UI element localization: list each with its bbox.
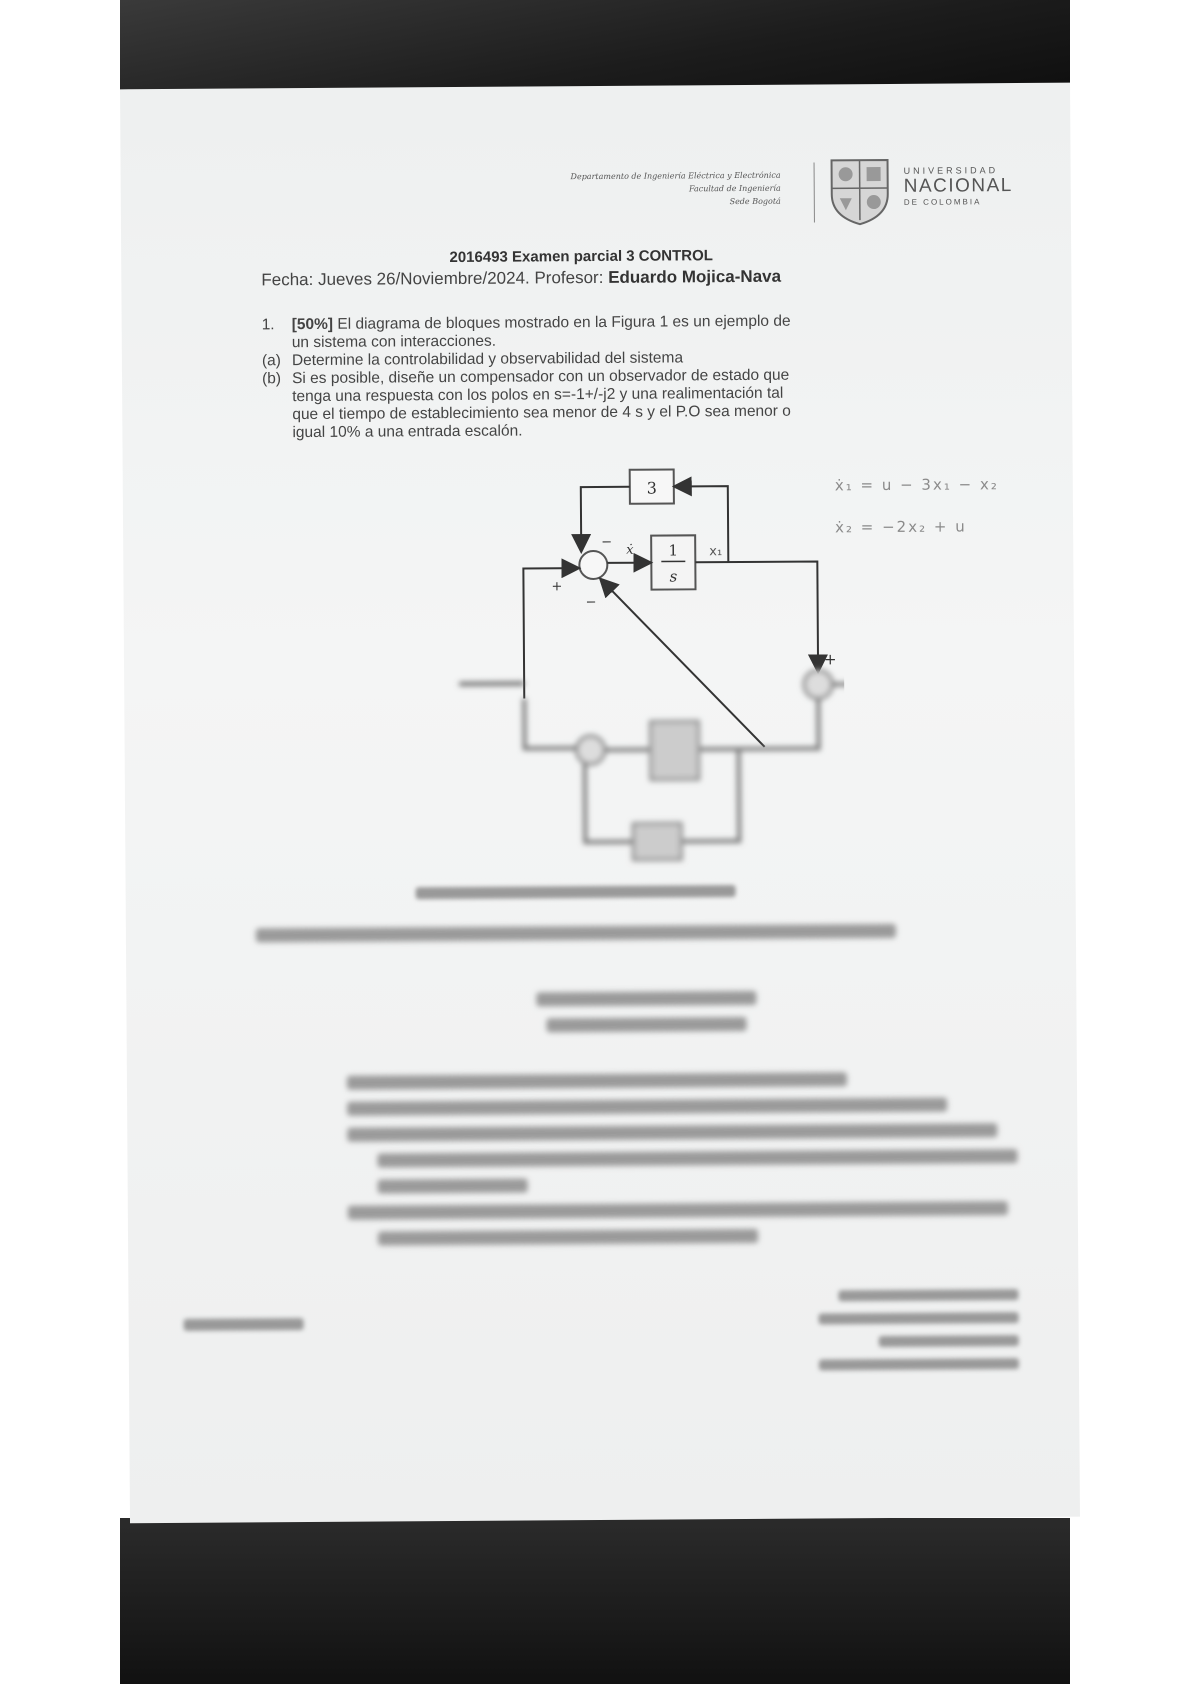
university-wordmark-bottom: DE COLOMBIA [903, 197, 982, 207]
page-number-blurred [184, 1318, 304, 1331]
exam-date: Fecha: Jueves 26/Noviembre/2024. Profesor: [261, 267, 604, 290]
question-number: 1. [261, 316, 275, 334]
university-wordmark-top: UNIVERSIDAD [903, 165, 999, 176]
summing-junction-upper [579, 551, 607, 579]
diagram-lower-loop-blurred [459, 670, 845, 861]
faculty-line: Facultad de Ingeniería [688, 183, 781, 194]
professor-name: Eduardo Mojica-Nava [608, 266, 782, 287]
photo-background-top [120, 0, 1070, 90]
sum-minus-bottom: − [585, 595, 597, 611]
figure-caption-blurred [416, 885, 736, 899]
x1-label: x₁ [709, 544, 723, 560]
campus-line: Sede Bogotá [729, 196, 781, 207]
sum-minus-top: − [601, 534, 613, 550]
exam-paper [120, 83, 1080, 1524]
output-plus-sign: + [823, 650, 837, 669]
department-line: Departamento de Ingeniería Eléctrica y Electrónica [570, 170, 781, 182]
question-2-blurred [216, 923, 1038, 1259]
gain-3-label: 3 [646, 478, 657, 498]
university-wordmark [904, 165, 1013, 207]
university-crest-icon [825, 154, 894, 226]
part-b-text-2: tenga una respuesta con los polos en s=-1+/-j2 y una realimentación tal [292, 384, 784, 406]
question-statement: El diagrama de bloques mostrado en la Figura 1 es un ejemplo de [337, 312, 791, 333]
handwritten-equation-2: ẋ₂ = −2x₂ + u [835, 517, 967, 537]
question-statement-cont: un sistema con interacciones. [291, 332, 497, 352]
footer-contact-blurred [708, 1289, 1029, 1383]
photo-background-bottom [120, 1518, 1070, 1684]
exam-meta [261, 267, 781, 291]
question-1 [262, 312, 943, 443]
part-b-text-1: Si es posible, diseñe un compensador con un observador de estado que [291, 366, 790, 388]
part-b-text-4: igual 10% a una entrada escalón. [292, 422, 523, 442]
part-a-text: Determine la controlabilidad y observabilidad del sistema [291, 349, 684, 370]
xdot-label: ẋ [626, 542, 634, 558]
part-b-label: (b) [261, 370, 282, 388]
integrator-denominator: s [669, 567, 678, 586]
handwritten-equation-1: ẋ₁ = u − 3x₁ − x₂ [834, 475, 999, 495]
sum-plus-left: + [551, 579, 563, 595]
exam-title: 2016493 Examen parcial 3 CONTROL [449, 247, 713, 267]
university-wordmark-name: NACIONAL [903, 175, 1013, 197]
logo-divider [814, 162, 815, 222]
department-block [570, 169, 780, 209]
handwritten-notes [835, 463, 1000, 548]
diagram-upper-loop [523, 468, 838, 748]
integrator-numerator: 1 [668, 541, 679, 560]
question-weight: [50%] [291, 315, 334, 334]
block-diagram [323, 456, 846, 880]
part-b-text-3: que el tiempo de establecimiento sea menor de 4 s y el P.O sea menor o [292, 402, 791, 424]
part-a-label: (a) [261, 352, 281, 370]
